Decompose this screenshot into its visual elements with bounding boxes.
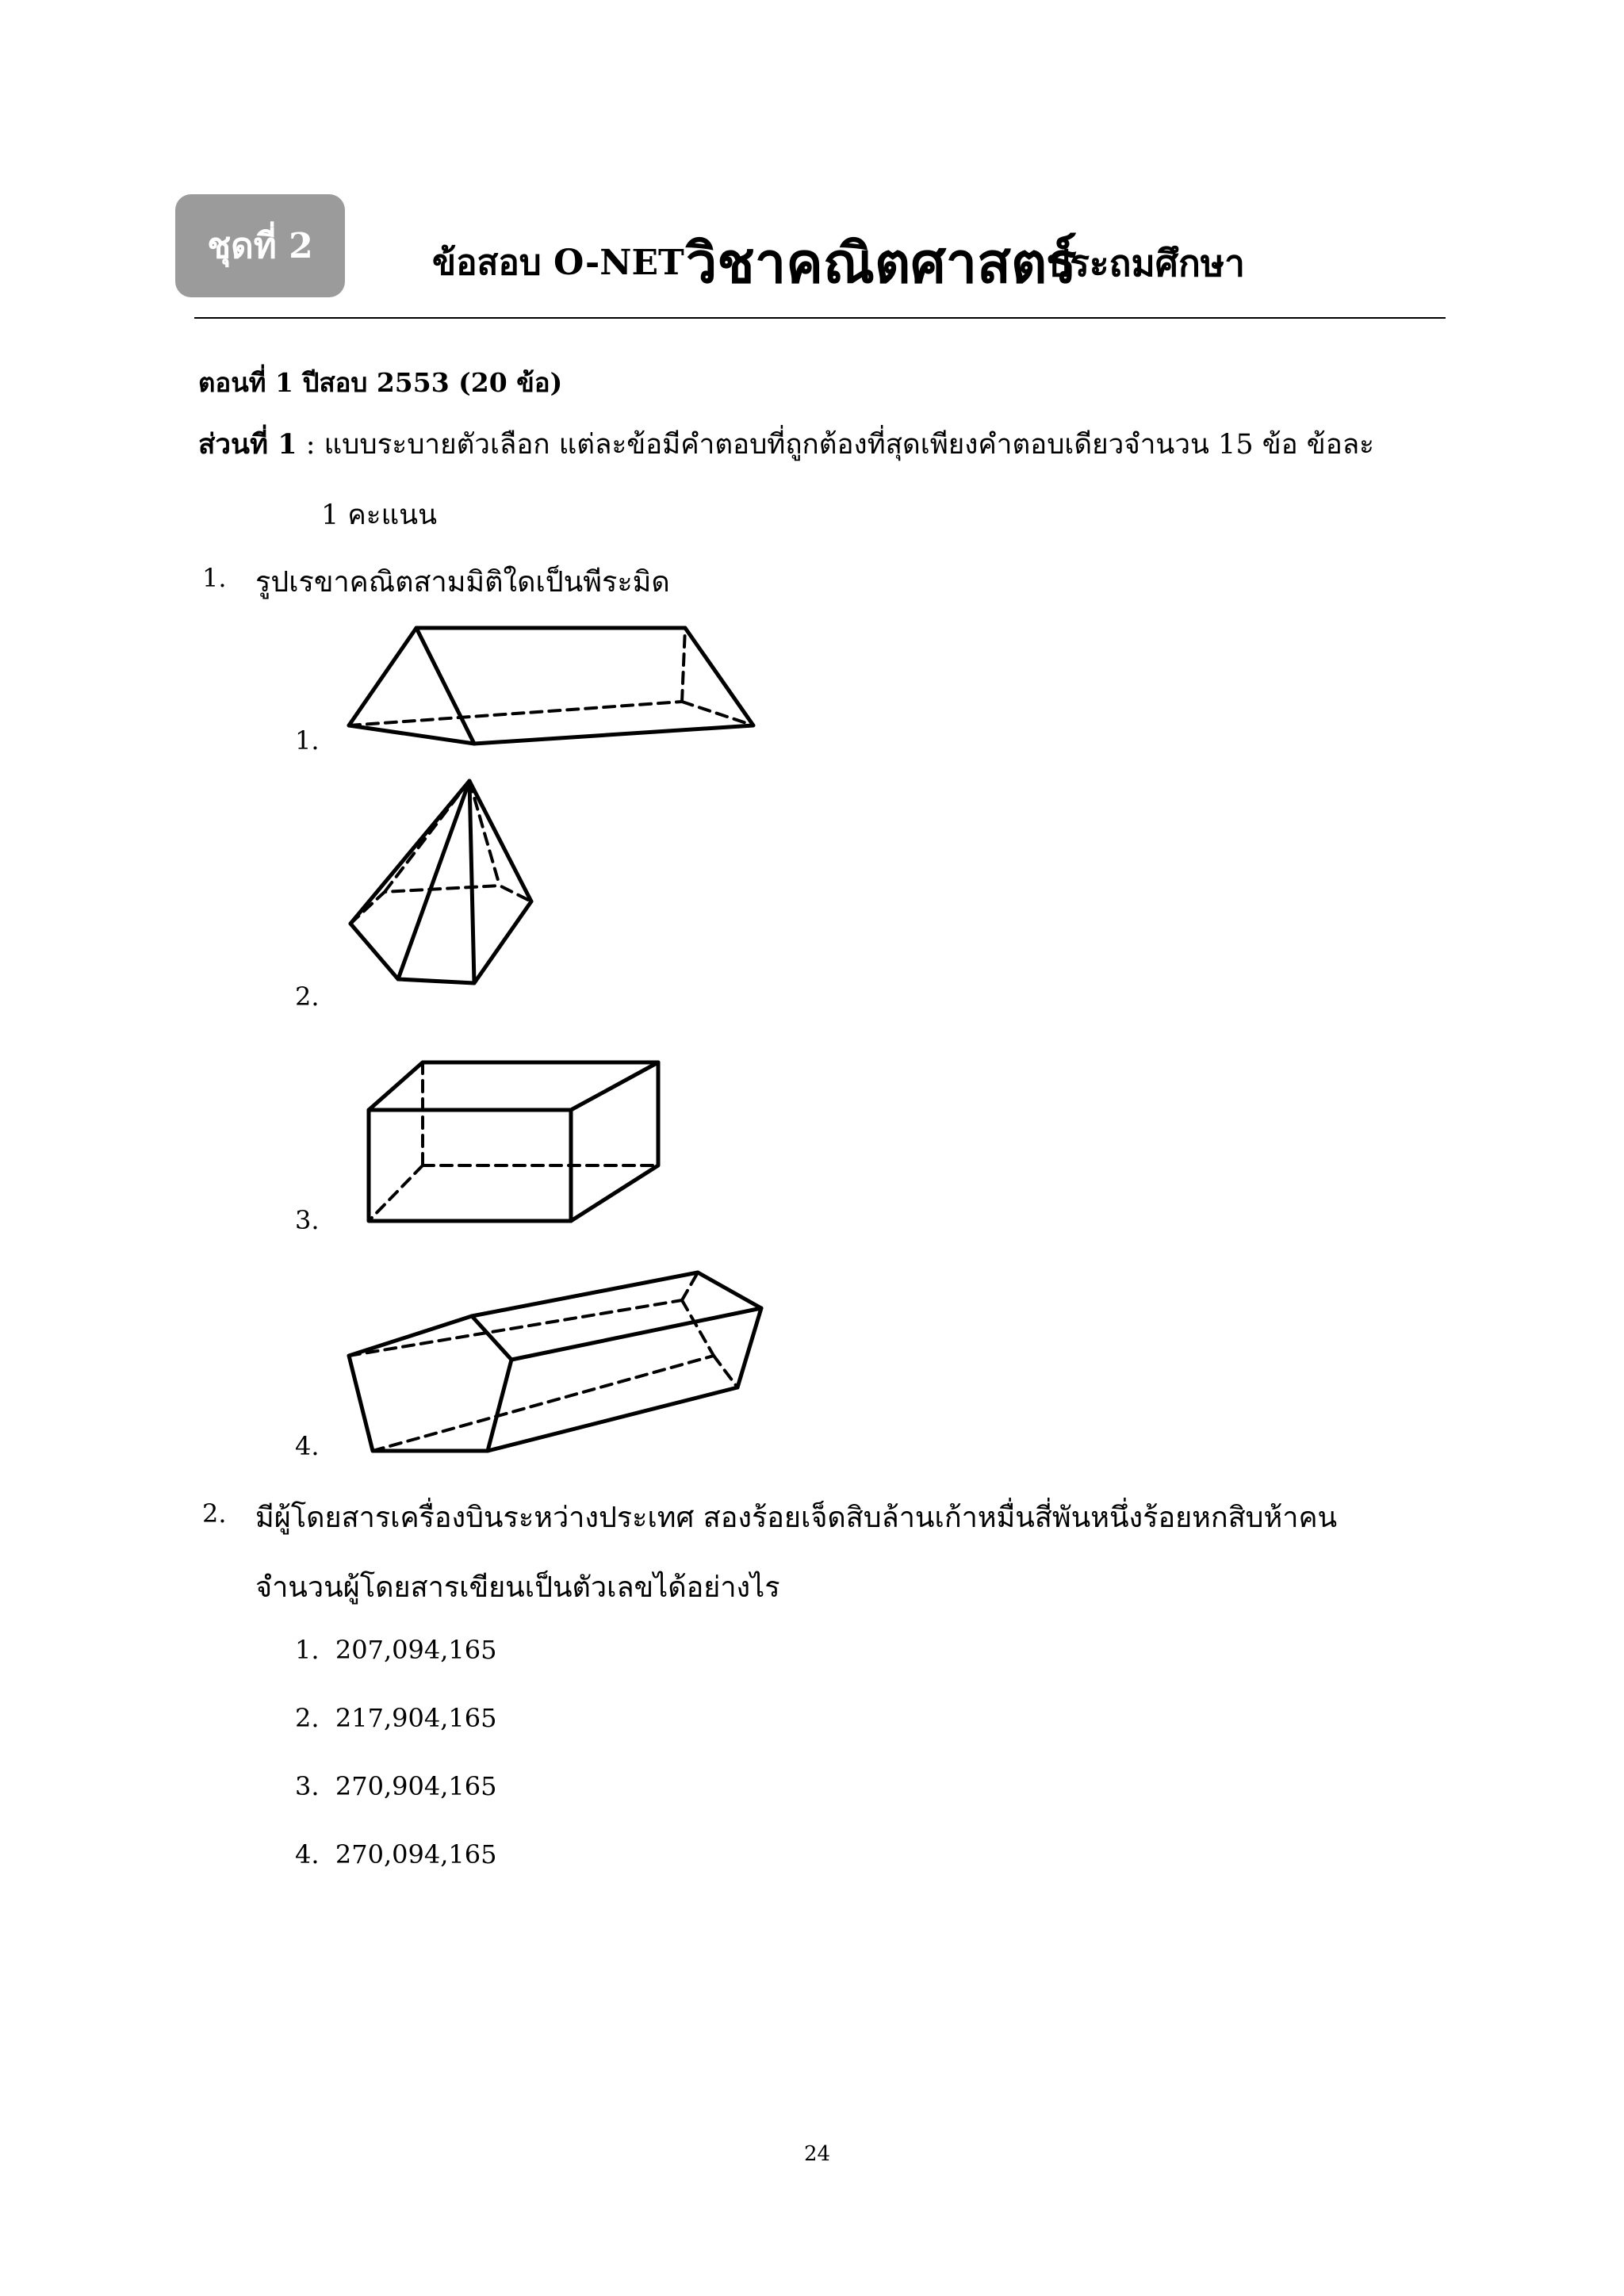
question-text-line2: จำนวนผู้โดยสารเขียนเป็นตัวเลขได้อย่างไร <box>255 1571 780 1604</box>
choice-label: 2. <box>295 982 320 1012</box>
answer-choice <box>295 1703 496 1733</box>
set-badge: ชุดที่ 2 <box>175 194 345 297</box>
choice-label: 3. <box>295 1205 320 1235</box>
level-label: ประถมศึกษา <box>1047 242 1245 285</box>
choice-label: 1. <box>295 1635 320 1665</box>
part-instruction-cont: 1 คะแนน <box>321 499 438 531</box>
section-title: ตอนที่ 1 ปีสอบ 2553 (20 ข้อ) <box>198 367 563 398</box>
choice-label: 1. <box>295 725 320 756</box>
choice-value: 270,904,165 <box>335 1771 497 1801</box>
triangular-prism-figure <box>341 618 769 753</box>
pentagonal-prism-figure <box>341 1261 769 1467</box>
choice-label: 4. <box>295 1431 320 1461</box>
rectangular-prism-figure <box>361 1054 670 1237</box>
part-instruction <box>198 423 1374 466</box>
answer-choice <box>295 1635 496 1665</box>
choice-label: 2. <box>295 1703 320 1733</box>
page-number: 24 <box>804 2142 831 2166</box>
choice-value: 217,904,165 <box>335 1703 497 1733</box>
choice-label: 3. <box>295 1771 320 1801</box>
exam-prefix: ข้อสอบ O-NET <box>432 243 684 283</box>
subject-title: วิชาคณิตศาสตร์ <box>686 230 1077 296</box>
part-instruction-text: : แบบระบายตัวเลือก แต่ละข้อมีคำตอบที่ถูกต้องที่สุดเพียงคำตอบเดียวจำนวน 15 ข้อ ข้อละ <box>297 429 1374 461</box>
choice-label: 4. <box>295 1839 320 1869</box>
pentagonal-pyramid-figure <box>341 773 547 1011</box>
header-divider <box>194 317 1446 319</box>
answer-choice <box>295 1771 496 1801</box>
choice-value: 270,094,165 <box>335 1839 497 1869</box>
part-label: ส่วนที่ 1 <box>198 428 297 461</box>
question-number: 2. <box>202 1498 227 1529</box>
question-text: รูปเรขาคณิตสามมิติใดเป็นพีระมิด <box>255 566 670 599</box>
choice-value: 207,094,165 <box>335 1635 497 1665</box>
question-text-line1: มีผู้โดยสารเครื่องบินระหว่างประเทศ สองร้อยเจ็ดสิบล้านเก้าหมื่นสี่พันหนึ่งร้อยหกสิบห้าคน <box>255 1502 1338 1534</box>
answer-choice <box>295 1839 496 1869</box>
question-number: 1. <box>202 563 227 593</box>
